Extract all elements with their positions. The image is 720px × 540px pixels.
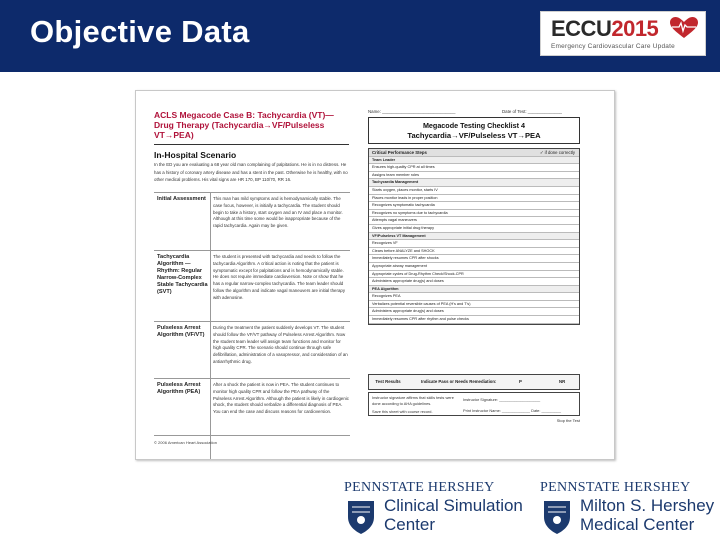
psu-logo-line2: Milton S. Hershey xyxy=(580,496,715,515)
psu-logo-line2: Clinical Simulation xyxy=(384,496,523,515)
checklist-title-box xyxy=(368,117,580,144)
signature-block xyxy=(368,392,580,416)
scenario-row xyxy=(154,192,350,250)
case-title: ACLS Megacode Case B: Tachycardia (VT)—Drug Therapy (Tachycardia→VF/Pulseless VT→PEA) xyxy=(154,110,334,140)
scenario-row xyxy=(154,378,350,436)
checklist-row: Appropriate cycles of Drug-Rhythm Check/Shock-CPR xyxy=(369,271,579,279)
psu-shield-icon xyxy=(542,499,572,535)
checklist-row: Recognizes VF xyxy=(369,240,579,248)
slide-title: Objective Data xyxy=(30,14,250,49)
checklist-row: Recognizes no symptoms due to tachycardia xyxy=(369,210,579,218)
checklist-row: Assigns team member roles xyxy=(369,172,579,180)
psu-logo-name: PENNSTATE HERSHEY xyxy=(540,480,691,495)
checklist-section-row: Team Leader xyxy=(369,157,579,165)
megacode-document xyxy=(135,90,615,460)
column-divider xyxy=(210,192,211,460)
checklist-subtitle: Tachycardia→VF/Pulseless VT→PEA xyxy=(407,131,541,140)
results-label: Test Results xyxy=(375,379,401,384)
checklist-row: Administers appropriate drug(s) and doses xyxy=(369,278,579,286)
eccu-logo-subtitle: Emergency Cardiovascular Care Update xyxy=(551,43,675,50)
scenario-label: Initial Assessment xyxy=(157,196,206,202)
psu-shield-icon xyxy=(346,499,376,535)
pass-label: P xyxy=(519,379,522,384)
scenario-row xyxy=(154,250,350,321)
checklist-row: Gives appropriate initial drug therapy xyxy=(369,225,579,233)
scenario-row xyxy=(154,321,350,378)
scenario-label: Pulseless Arrest Algorithm (VF/VT) xyxy=(157,325,205,338)
scenario-label: Pulseless Arrest Algorithm (PEA) xyxy=(157,382,201,395)
psu-medical-center-logo xyxy=(540,480,715,534)
checklist-row: Attempts vagal maneuvers xyxy=(369,217,579,225)
test-results-row xyxy=(368,374,580,390)
heart-ekg-icon xyxy=(669,16,699,40)
checklist-row: Appropriate airway management xyxy=(369,263,579,271)
checklist-row: Starts oxygen, places monitor, starts IV xyxy=(369,187,579,195)
eccu-logo xyxy=(540,11,706,56)
scenario-label: Tachycardia Algorithm — Rhythm: Regular Narrow-Complex Stable Tachycardia (SVT) xyxy=(157,254,208,295)
checklist-section-row: PEA Algorithm xyxy=(369,286,579,294)
checklist-row: Immediately resumes CPR after shocks xyxy=(369,255,579,263)
checklist-row: Ensures high-quality CPR at all times xyxy=(369,164,579,172)
checklist-row: Immediately resumes CPR after rhythm and pulse checks xyxy=(369,316,579,324)
signature-note: Instructor signature affirms that skills tests were done according to AHA guidelines. xyxy=(372,395,454,406)
checklist-row: Places monitor leads in proper position xyxy=(369,195,579,203)
instructor-signature-field: Instructor Signature: ___________________ xyxy=(463,397,541,402)
scenario-body: This man has mild symptoms and is hemodynamically stable. The case focus, however, is initially a tachycardia. The student should begin to take a history, start oxygen and an IV and place a monitor. Although at this time some would be inappropriate because of the rapid tachycardia. Again may be given. xyxy=(213,196,343,229)
checklist-table xyxy=(368,148,580,325)
checklist-row: Verbalizes potential reversible causes of PEA (H's and T's) xyxy=(369,301,579,309)
checklist-row: Clears before ANALYZE and SHOCK xyxy=(369,248,579,256)
copyright: © 2006 American Heart Association xyxy=(154,440,217,445)
eccu-logo-text: ECCU2015 xyxy=(551,16,659,41)
scenario-intro: In the ED you are evaluating a 68 year old man complaining of palpitations. He is in no distress. He has a history of coronary artery disease and has a stent in the past. Otherwise he is healthy, with no other medical problems. His vital signs are HR 170, BP 110/70, RR 16. xyxy=(154,162,348,182)
psu-logo-line3: Center xyxy=(384,515,436,534)
name-field-label: Name: ______________________________ xyxy=(368,109,456,114)
psu-logo-name: PENNSTATE HERSHEY xyxy=(344,480,495,495)
scenario-body: The student is presented with tachycardia and needs to follow the tachycardia Algorithm. A critical action is noting that the patient is symptomatic except for palpitations and is hemodynamically stable. He does not require immediate cardioversion. Note or show that he has a regular narrow-complex tachycardia. The team leader should follow the algorithm and indicate vagal maneuvers are initial therapy with adenosine. xyxy=(213,254,346,300)
checklist-header: Critical Performance Steps ✓ if done correctly xyxy=(369,149,579,157)
title-bar xyxy=(0,0,720,72)
scenario-body: During the treatment the patient suddenly develops VT. The student should follow the VF/VT pathway of Pulseless Arrest Algorithm. Now the student team leader will assign team functions and monitor for high quality CPR. The scenario should continue through safe defibrillation, administration of a vasopressor, and consideration of an antiarrhythmic drug. xyxy=(213,325,348,364)
scenario-body: After a shock the patient is now in PEA. The student continues to monitor high quality CPR and follow the PEA pathway of the Pulseless Arrest Algorithm. Although the patient is likely in cardiogenic shock, the student should verbalize a differential diagnosis of PEA. You can end the case and discuss reasons for cardioversion. xyxy=(213,382,349,415)
divider xyxy=(154,144,349,145)
needs-remediation-label: NR xyxy=(559,379,566,384)
save-note: Save this sheet with course record. xyxy=(372,409,433,414)
checklist-row: Recognizes symptomatic tachycardia xyxy=(369,202,579,210)
results-instruction: Indicate Pass or Needs Remediation: xyxy=(421,379,497,384)
scenario-heading: In-Hospital Scenario xyxy=(154,150,237,160)
date-field-label: Date of Test: ______________ xyxy=(502,109,562,114)
psu-clinical-simulation-logo xyxy=(344,480,523,534)
psu-logo-line3: Medical Center xyxy=(580,515,695,534)
checklist-section-row: Tachycardia Management xyxy=(369,179,579,187)
instructor-name-field: Print Instructor Name: _____________ Date: _________ xyxy=(463,408,561,413)
checklist-row: Administers appropriate drug(s) and doses xyxy=(369,308,579,316)
checklist-title: Megacode Testing Checklist 4 xyxy=(422,121,526,130)
checklist-row: Recognizes PEA xyxy=(369,293,579,301)
stop-test-label: Stop the Test xyxy=(556,418,580,423)
checklist-section-row: VF/Pulseless VT Management xyxy=(369,233,579,241)
